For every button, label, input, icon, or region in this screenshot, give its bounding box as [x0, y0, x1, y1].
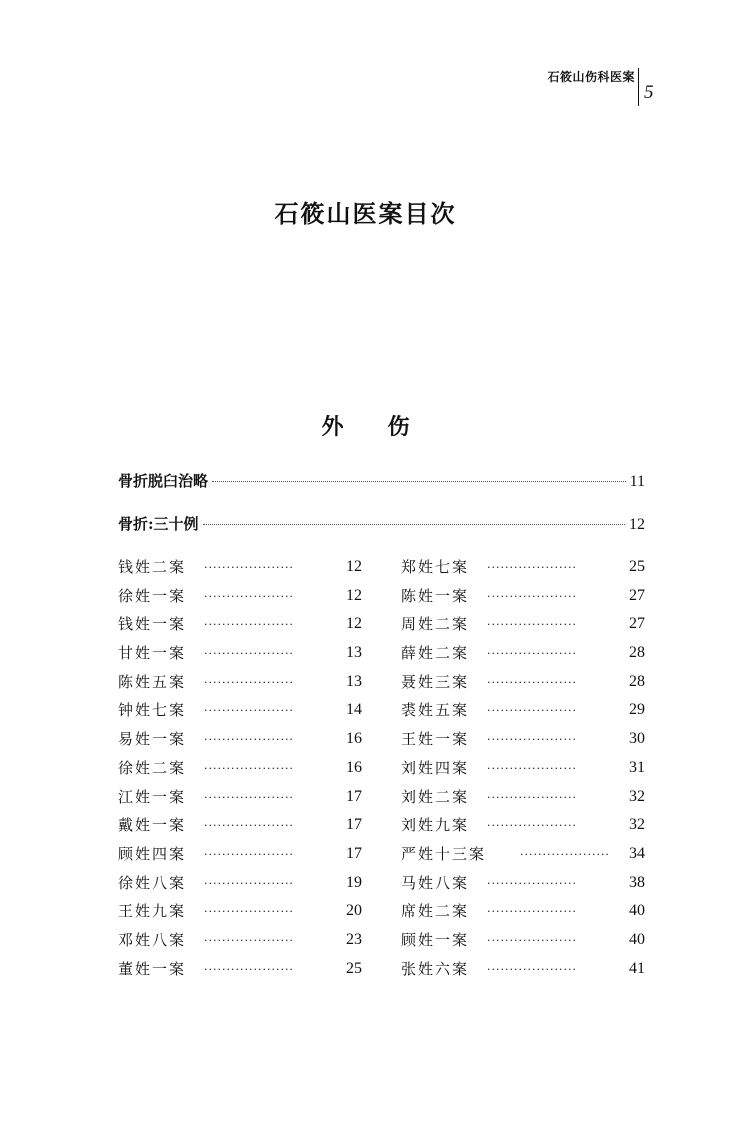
case-entry[interactable]	[118, 671, 362, 700]
running-header-title: 石筱山伤科医案	[547, 70, 635, 84]
case-entry[interactable]	[401, 814, 645, 843]
case-entry-name: 马姓八案	[401, 873, 470, 892]
toc-line-page: 12	[629, 516, 645, 533]
case-entry-name: 郑姓七案	[401, 558, 470, 576]
case-entry-name: 刘姓四案	[401, 758, 470, 777]
case-entry-page: 14	[346, 701, 362, 719]
case-entry[interactable]	[118, 757, 362, 786]
dot-leader: ····················	[204, 561, 294, 574]
case-entry-name: 席姓二案	[401, 902, 470, 921]
case-entry-page: 17	[346, 787, 362, 805]
case-entry-name: 王姓一案	[401, 730, 470, 749]
case-entry-page: 38	[629, 873, 645, 891]
case-entry[interactable]	[118, 786, 362, 815]
case-entry[interactable]	[401, 958, 645, 987]
case-entry[interactable]	[401, 929, 645, 958]
case-entry-page: 12	[346, 586, 362, 604]
dot-leader: ····················	[487, 876, 577, 890]
dot-leader: ····················	[204, 589, 294, 603]
dot-leader: ····················	[204, 933, 294, 947]
dot-leader	[203, 524, 625, 525]
case-entry-page: 25	[346, 959, 362, 977]
case-entry[interactable]	[401, 556, 645, 585]
dot-leader: ····················	[204, 962, 294, 976]
case-entry-name: 易姓一案	[118, 730, 187, 749]
case-entry[interactable]	[118, 699, 362, 728]
dot-leader: ····················	[487, 733, 577, 747]
page-number: 5	[644, 82, 654, 103]
dot-leader: ····················	[487, 675, 577, 689]
dot-leader: ····················	[487, 561, 577, 574]
case-entry[interactable]	[118, 843, 362, 872]
case-entry[interactable]	[118, 728, 362, 757]
case-entry-page: 13	[346, 644, 362, 662]
dot-leader: ····················	[204, 905, 294, 919]
case-entry-name: 顾姓四案	[118, 844, 187, 863]
dot-leader: ····················	[487, 933, 577, 947]
dot-leader: ····················	[204, 675, 294, 689]
case-entry-name: 邓姓八案	[118, 930, 187, 949]
dot-leader: ····················	[487, 704, 577, 718]
case-entry-name: 薛姓二案	[401, 644, 470, 663]
case-entry-name: 周姓二案	[401, 615, 470, 634]
toc-line-fractures[interactable]	[118, 513, 645, 534]
dot-leader: ····················	[487, 819, 577, 833]
case-entry[interactable]	[401, 872, 645, 901]
case-entry-page: 20	[346, 902, 362, 920]
case-entry-page: 31	[629, 758, 645, 776]
case-entry-name: 王姓九案	[118, 902, 187, 921]
case-entry-name: 刘姓二案	[401, 787, 470, 806]
case-entry-name: 陈姓五案	[118, 672, 187, 691]
toc-line-page: 11	[629, 473, 645, 490]
case-entry-name: 钱姓一案	[118, 615, 187, 634]
case-entry-page: 27	[629, 586, 645, 604]
dot-leader: ····················	[487, 618, 577, 632]
toc-line-label: 骨折:三十例	[118, 515, 199, 533]
case-entry-name: 钱姓二案	[118, 558, 187, 576]
case-entry-page: 30	[629, 730, 645, 748]
case-entry[interactable]	[118, 929, 362, 958]
case-entry-page: 32	[629, 787, 645, 805]
dot-leader: ····················	[487, 962, 577, 976]
case-entry[interactable]	[118, 642, 362, 671]
dot-leader: ····················	[204, 819, 294, 833]
case-entry-name: 聂姓三案	[401, 672, 470, 691]
case-entry-page: 12	[346, 558, 362, 575]
case-entry-name: 徐姓八案	[118, 873, 187, 892]
case-entry-name: 钟姓七案	[118, 701, 187, 720]
case-entry-page: 12	[346, 615, 362, 633]
case-entry-name: 戴姓一案	[118, 816, 187, 835]
case-entry[interactable]	[401, 613, 645, 642]
case-entry[interactable]	[118, 814, 362, 843]
section-heading-char-2: 伤	[387, 414, 410, 440]
case-entry-page: 41	[629, 959, 645, 977]
case-entry-page: 29	[629, 701, 645, 719]
dot-leader: ····················	[204, 761, 294, 775]
case-entry[interactable]	[118, 613, 362, 642]
case-entry-page: 28	[629, 644, 645, 662]
case-entry[interactable]	[401, 671, 645, 700]
toc-line-label: 骨折脱臼治略	[118, 472, 209, 490]
case-column-right	[401, 556, 645, 986]
case-entry-page: 16	[346, 758, 362, 776]
case-entry-name: 刘姓九案	[401, 816, 470, 835]
dot-leader: ····················	[204, 790, 294, 804]
case-entry-page: 28	[629, 672, 645, 690]
dot-leader: ····················	[487, 905, 577, 919]
case-entry[interactable]	[401, 642, 645, 671]
dot-leader	[212, 481, 626, 482]
case-entry-page: 34	[629, 844, 645, 862]
case-entry[interactable]	[401, 843, 645, 872]
case-entry[interactable]	[401, 728, 645, 757]
case-entry-page: 13	[346, 672, 362, 690]
case-column-left	[118, 556, 362, 986]
dot-leader: ····················	[487, 761, 577, 775]
case-entry-name: 江姓一案	[118, 787, 187, 806]
case-entry-page: 25	[629, 558, 645, 575]
case-entry[interactable]	[118, 556, 362, 585]
section-heading-char-1: 外	[321, 414, 344, 440]
dot-leader: ····················	[487, 790, 577, 804]
case-entry-page: 27	[629, 615, 645, 633]
case-entry-page: 32	[629, 816, 645, 834]
dot-leader: ····················	[487, 589, 577, 603]
case-entry[interactable]	[118, 958, 362, 987]
case-entry-page: 16	[346, 730, 362, 748]
case-entry-name: 严姓十三案	[401, 844, 487, 863]
dot-leader: ····················	[204, 618, 294, 632]
case-entry[interactable]	[118, 872, 362, 901]
case-entry-name: 裘姓五案	[401, 701, 470, 720]
case-entry[interactable]	[118, 585, 362, 614]
dot-leader: ····················	[204, 647, 294, 661]
case-entry[interactable]	[401, 786, 645, 815]
case-entry-name: 徐姓二案	[118, 758, 187, 777]
book-title: 石筱山医案目次	[274, 199, 457, 228]
case-entry-name: 甘姓一案	[118, 644, 187, 663]
toc-line-fracture-dislocation[interactable]	[118, 470, 645, 491]
dot-leader: ····················	[204, 704, 294, 718]
case-entry[interactable]	[401, 585, 645, 614]
dot-leader: ····················	[487, 647, 577, 661]
case-entry-page: 23	[346, 930, 362, 948]
case-entry-name: 张姓六案	[401, 959, 470, 978]
dot-leader: ····················	[204, 876, 294, 890]
case-entry[interactable]	[401, 900, 645, 929]
case-entry[interactable]	[401, 699, 645, 728]
case-entry-name: 陈姓一案	[401, 586, 470, 605]
case-entry-name: 徐姓一案	[118, 586, 187, 605]
case-entry-page: 17	[346, 844, 362, 862]
section-heading	[0, 410, 731, 441]
header-divider	[638, 68, 639, 106]
case-entry-page: 40	[629, 930, 645, 948]
case-entry[interactable]	[401, 757, 645, 786]
case-entry-page: 17	[346, 816, 362, 834]
dot-leader: ····················	[204, 847, 294, 861]
case-entry[interactable]	[118, 900, 362, 929]
dot-leader: ····················	[204, 733, 294, 747]
case-entry-name: 顾姓一案	[401, 930, 470, 949]
case-entry-name: 董姓一案	[118, 959, 187, 978]
case-entry-page: 19	[346, 873, 362, 891]
dot-leader: ····················	[520, 847, 610, 861]
case-entry-page: 40	[629, 902, 645, 920]
